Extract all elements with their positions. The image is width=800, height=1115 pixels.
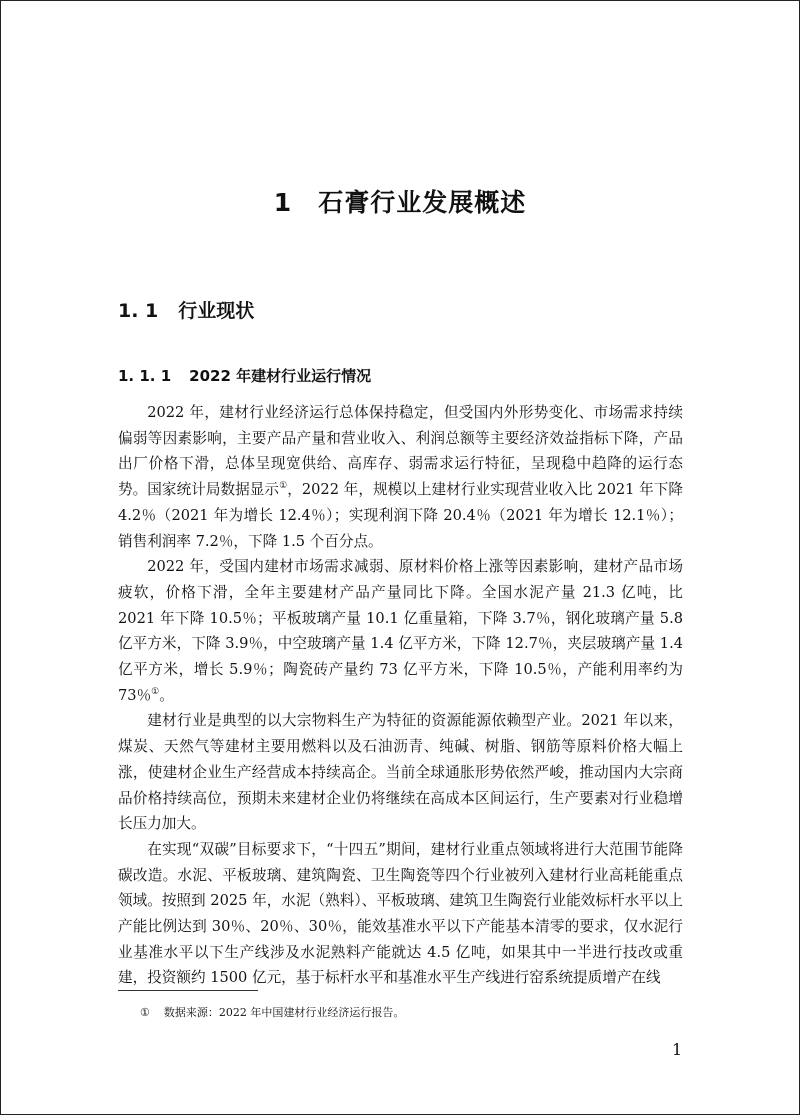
paragraph-text: 2022 年，受国内建材市场需求减弱、原材料价格上涨等因素影响，建材产品市场疲软，价格下滑，全年主要建材产品产量同比下降。全国水泥产量 21.3 亿吨，比 2021 年下降 10.5％；平板玻璃产量 10.1 亿重量箱，下降 3.7％，钢化玻璃产量 5.8 亿平方米，下降 3.9％，中空玻璃产量 1.4 亿平方米，下降 12.7％，夹层玻璃产量 1.4 亿平方米，增长 5.9％；陶瓷砖产量约 73 亿平方米，下降 10.5％，产能利用率约为 73％ [118,558,683,704]
subsection-heading [118,365,371,386]
body-text [118,400,683,991]
footnote [140,1004,404,1020]
paragraph-text: 2022 年，建材行业经济运行总体保持稳定，但受国内外形势变化、市场需求持续偏弱等因素影响，主要产品产量和营业收入、利润总额等主要经济效益指标下降，产品出厂价格下滑，总体呈现宽供给、高库存、弱需求运行特征，呈现稳中趋降的运行态势。国家统计局数据显示 [118,404,683,499]
paragraph [118,708,683,837]
paragraph-text-tail: 。 [159,686,174,704]
paragraph-text-tail: ，2022 年，规模以上建材行业实现营业收入比 2021 年下降 4.2％（2021 年为增长 12.4％）；实现利润下降 20.4％（2021 年为增长 12.1％）；销售利润率 7.2％，下降 1.5 个百分点。 [118,481,683,550]
footnote-divider [118,990,258,991]
paragraph [118,554,683,708]
chapter-number: 1 [273,188,293,217]
section-title: 行业现状 [178,300,255,322]
footnote-text: 数据来源：2022 年中国建材行业经济运行报告。 [163,1006,405,1019]
chapter-title [0,183,800,219]
footnote-mark: ① [140,1006,150,1019]
footnote-ref: ① [151,686,160,697]
subsection-title: 2022 年建材行业运行情况 [189,367,372,385]
footnote-ref: ① [279,481,288,492]
subsection-number: 1. 1. 1 [118,367,172,385]
section-heading [118,296,254,323]
paragraph [118,837,683,991]
section-number: 1. 1 [118,300,159,322]
paragraph [118,400,683,554]
chapter-title-text: 石膏行业发展概述 [318,188,527,217]
paragraph-text: 建材行业是典型的以大宗物料生产为特征的资源能源依赖型产业。2021 年以来，煤炭、天然气等建材主要用燃料以及石油沥青、纯碱、树脂、钢筋等原料价格大幅上涨，使建材企业生产经营成本持续高企。当前全球通胀形势依然严峻，推动国内大宗商品价格持续高位，预期未来建材企业仍将继续在高成本区间运行，生产要素对行业稳增长压力加大。 [118,712,683,833]
paragraph-text: 在实现“双碳”目标要求下，“十四五”期间，建材行业重点领域将进行大范围节能降碳改造。水泥、平板玻璃、建筑陶瓷、卫生陶瓷等四个行业被列入建材行业高耗能重点领域。按照到 2025 年，水泥（熟料）、平板玻璃、建筑卫生陶瓷行业能效标杆水平以上产能比例达到 30％、20％、30％，能效基准水平以下产能基本清零的要求，仅水泥行业基准水平以下生产线涉及水泥熟料产能就达 4.5 亿吨，如果其中一半进行技改或重建，投资额约 1500 亿元，基于标杆水平和基准水平生产线进行窑系统提质增产在线 [118,840,683,987]
page-number: 1 [672,1040,683,1059]
